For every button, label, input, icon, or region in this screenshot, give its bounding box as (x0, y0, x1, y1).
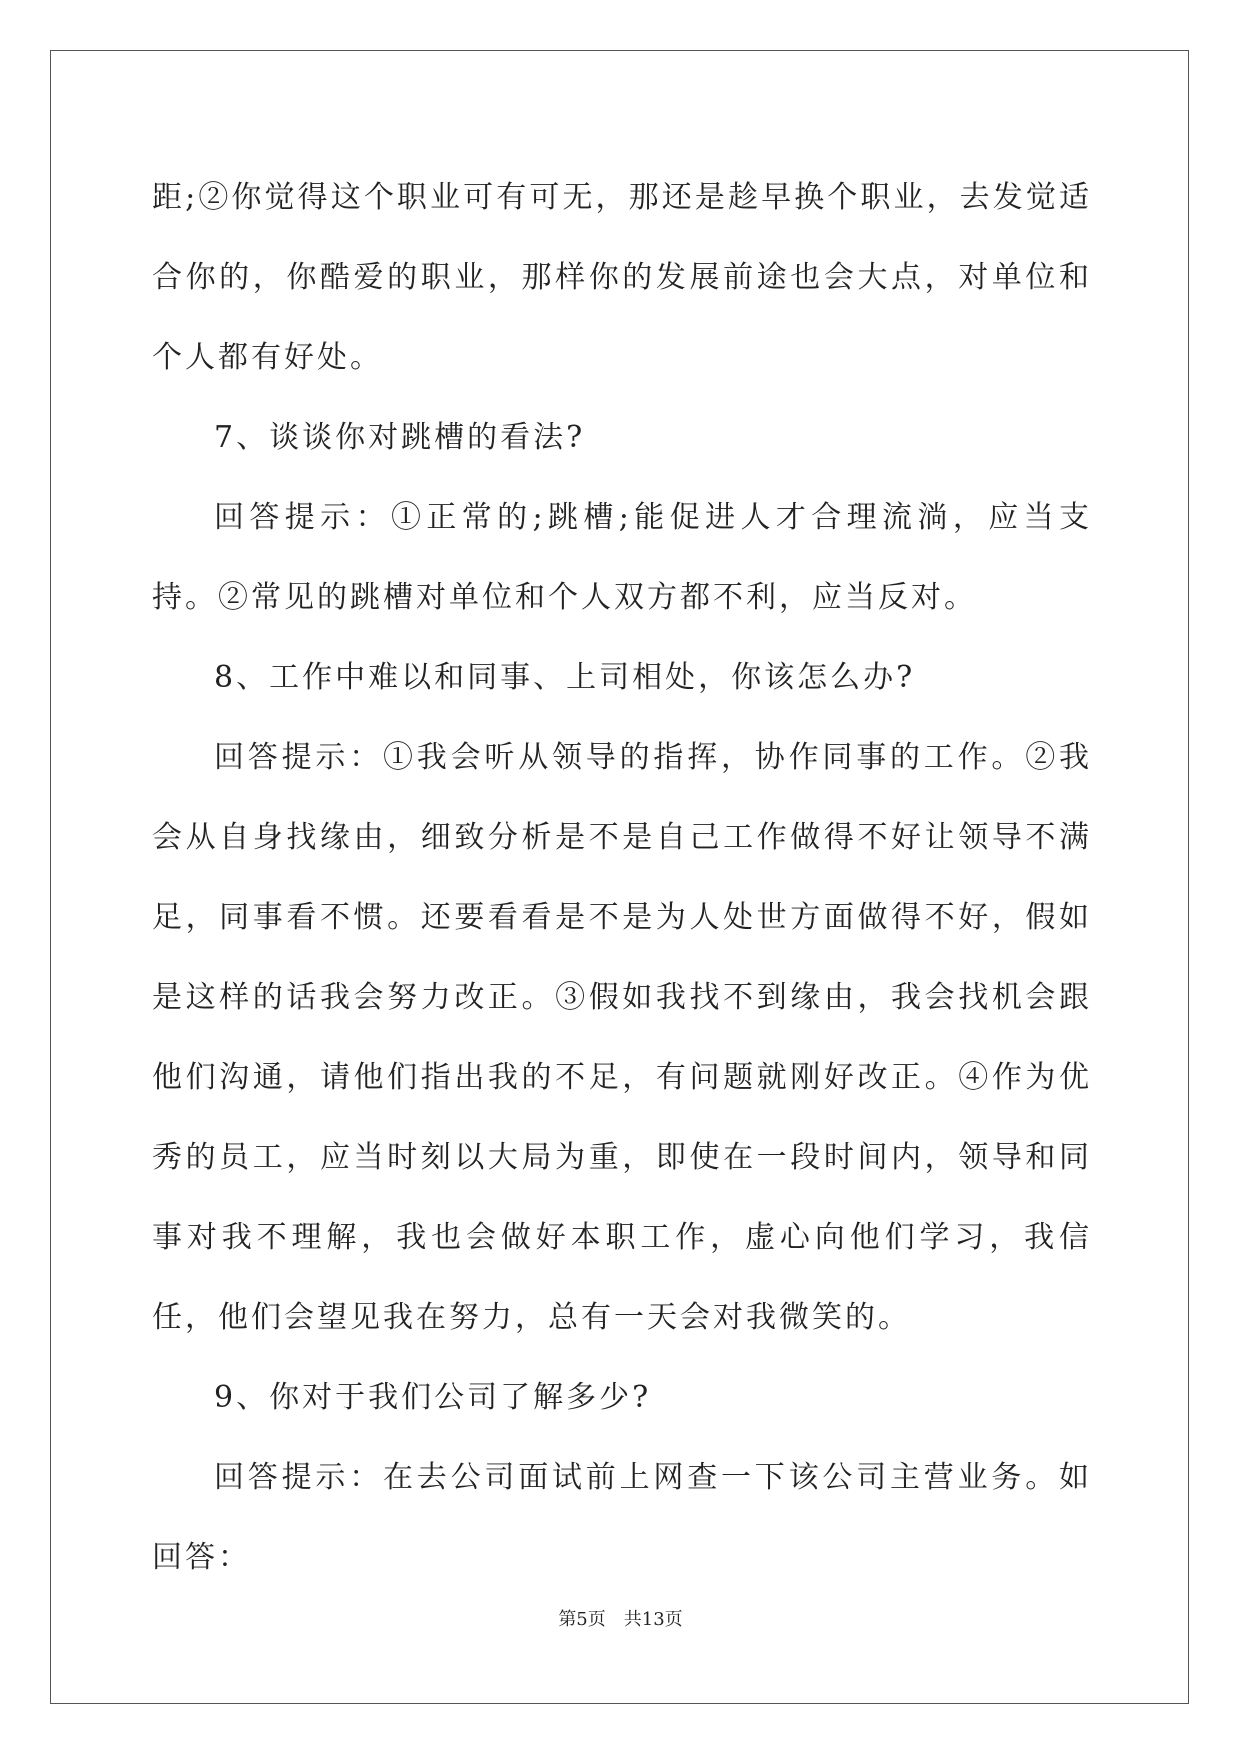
question-8: 8、工作中难以和同事、上司相处，你该怎么办? (214, 660, 916, 695)
question-7: 7、谈谈你对跳槽的看法? (214, 420, 586, 455)
document-body (152, 158, 1092, 1598)
answer-7: 回答提示：①正常的;跳槽;能促进人才合理流淌，应当支持。②常见的跳槽对单位和个人双方都不利，应当反对。 (152, 500, 1092, 615)
page-number: 第5页 (558, 1609, 606, 1630)
answer-9: 回答提示：在去公司面试前上网查一下该公司主营业务。如回答： (152, 1460, 1092, 1575)
page-footer (0, 1605, 1241, 1631)
question-9: 9、你对于我们公司了解多少? (214, 1380, 652, 1415)
page-total: 共13页 (623, 1609, 683, 1630)
paragraph-continuation: 距;②你觉得这个职业可有可无，那还是趁早换个职业，去发觉适合你的，你酷爱的职业，那样你的发展前途也会大点，对单位和个人都有好处。 (152, 180, 1092, 375)
answer-8: 回答提示：①我会听从领导的指挥，协作同事的工作。②我会从自身找缘由，细致分析是不是自己工作做得不好让领导不满足，同事看不惯。还要看看是不是为人处世方面做得不好，假如是这样的话我会努力改正。③假如我找不到缘由，我会找机会跟他们沟通，请他们指出我的不足，有问题就刚好改正。④作为优秀的员工，应当时刻以大局为重，即使在一段时间内，领导和同事对我不理解，我也会做好本职工作，虚心向他们学习，我信任，他们会望见我在努力，总有一天会对我微笑的。 (152, 740, 1092, 1335)
